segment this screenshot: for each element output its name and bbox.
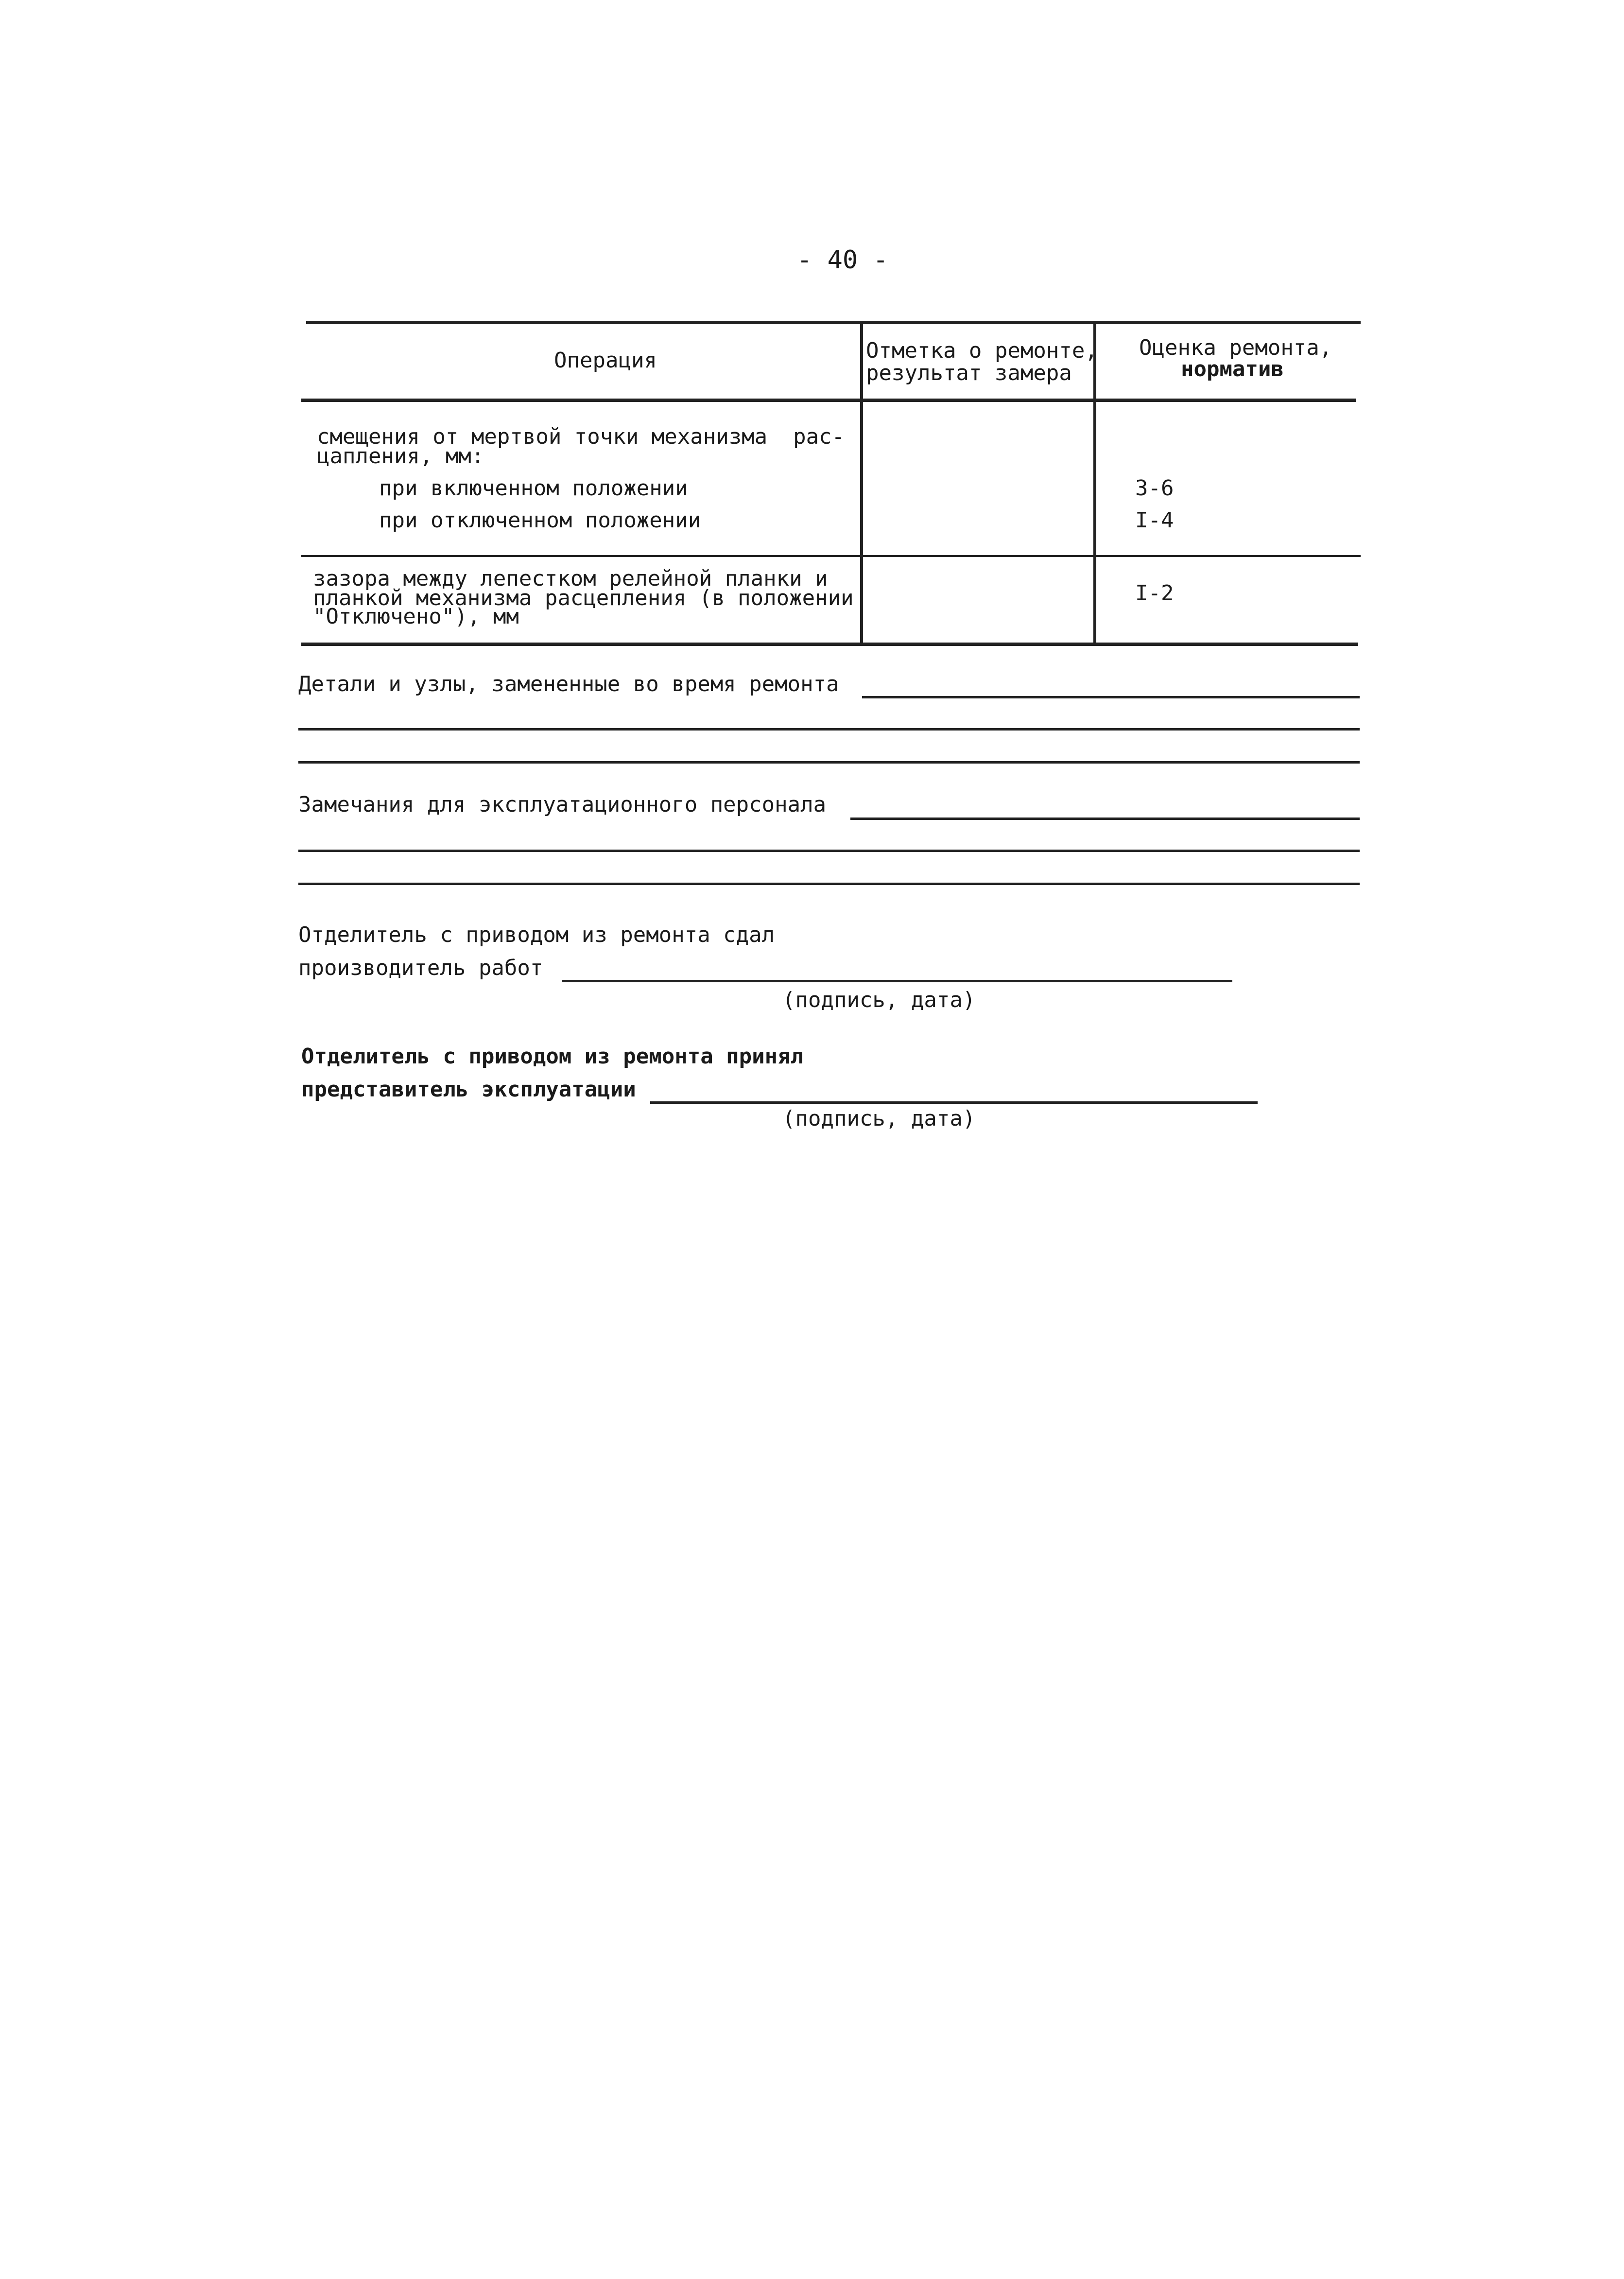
row1-line2: цапления, мм: (317, 444, 484, 469)
accepted-line2: представитель эксплуатации (301, 1077, 636, 1102)
header-operation: Операция (554, 348, 657, 373)
header-norm-line2: норматив (1181, 357, 1284, 382)
remarks-line-3[interactable] (298, 883, 1360, 885)
table-bottom-rule (301, 643, 1358, 646)
replaced-parts-label: Детали и узлы, замененные во время ремонта (298, 672, 839, 696)
replaced-parts-line-1[interactable] (862, 696, 1360, 698)
repair-table (301, 321, 1361, 646)
handed-line1: Отделитель с приводом из ремонта сдал (298, 922, 775, 947)
row2-line2: планкой механизма расцепления (в положении (313, 586, 854, 610)
accepted-caption: (подпись, дата) (782, 1106, 976, 1131)
header-mark-line2: результат замера (866, 361, 1072, 385)
column-divider-2 (1093, 321, 1096, 644)
handed-signature-line[interactable] (562, 980, 1232, 982)
replaced-parts-line-3[interactable] (298, 761, 1360, 764)
header-norm-line1: Оценка ремонта, (1139, 335, 1332, 360)
row1-sub1-label: при включенном положении (379, 476, 688, 501)
row1-sub2-label: при отключенном положении (379, 508, 701, 533)
header-bottom-rule (301, 399, 1356, 402)
replaced-parts-line-2[interactable] (298, 728, 1360, 731)
header-mark-line1: Отметка о ремонте, (866, 338, 1098, 363)
row2-norm: I-2 (1135, 581, 1174, 606)
row2-line1: зазора между лепестком релейной планки и (313, 566, 828, 591)
table-top-rule (306, 321, 1361, 324)
handed-caption: (подпись, дата) (782, 988, 976, 1012)
remarks-label: Замечания для эксплуатационного персонала (298, 792, 827, 817)
row1-line1: смещения от мертвой точки механизма рас- (317, 424, 845, 449)
row1-sub1-norm: 3-6 (1135, 476, 1174, 501)
page-number: - 40 - (797, 245, 888, 275)
row2-line3: "Отключено"), мм (313, 604, 519, 629)
accepted-signature-line[interactable] (650, 1101, 1258, 1104)
remarks-line-1[interactable] (850, 818, 1360, 820)
row1-sub2-norm: I-4 (1135, 508, 1174, 533)
accepted-line1: Отделитель с приводом из ремонта принял (301, 1044, 804, 1069)
row-divider (301, 555, 1361, 557)
column-divider-1 (860, 321, 863, 644)
handed-line2: производитель работ (298, 956, 543, 980)
remarks-line-2[interactable] (298, 850, 1360, 852)
